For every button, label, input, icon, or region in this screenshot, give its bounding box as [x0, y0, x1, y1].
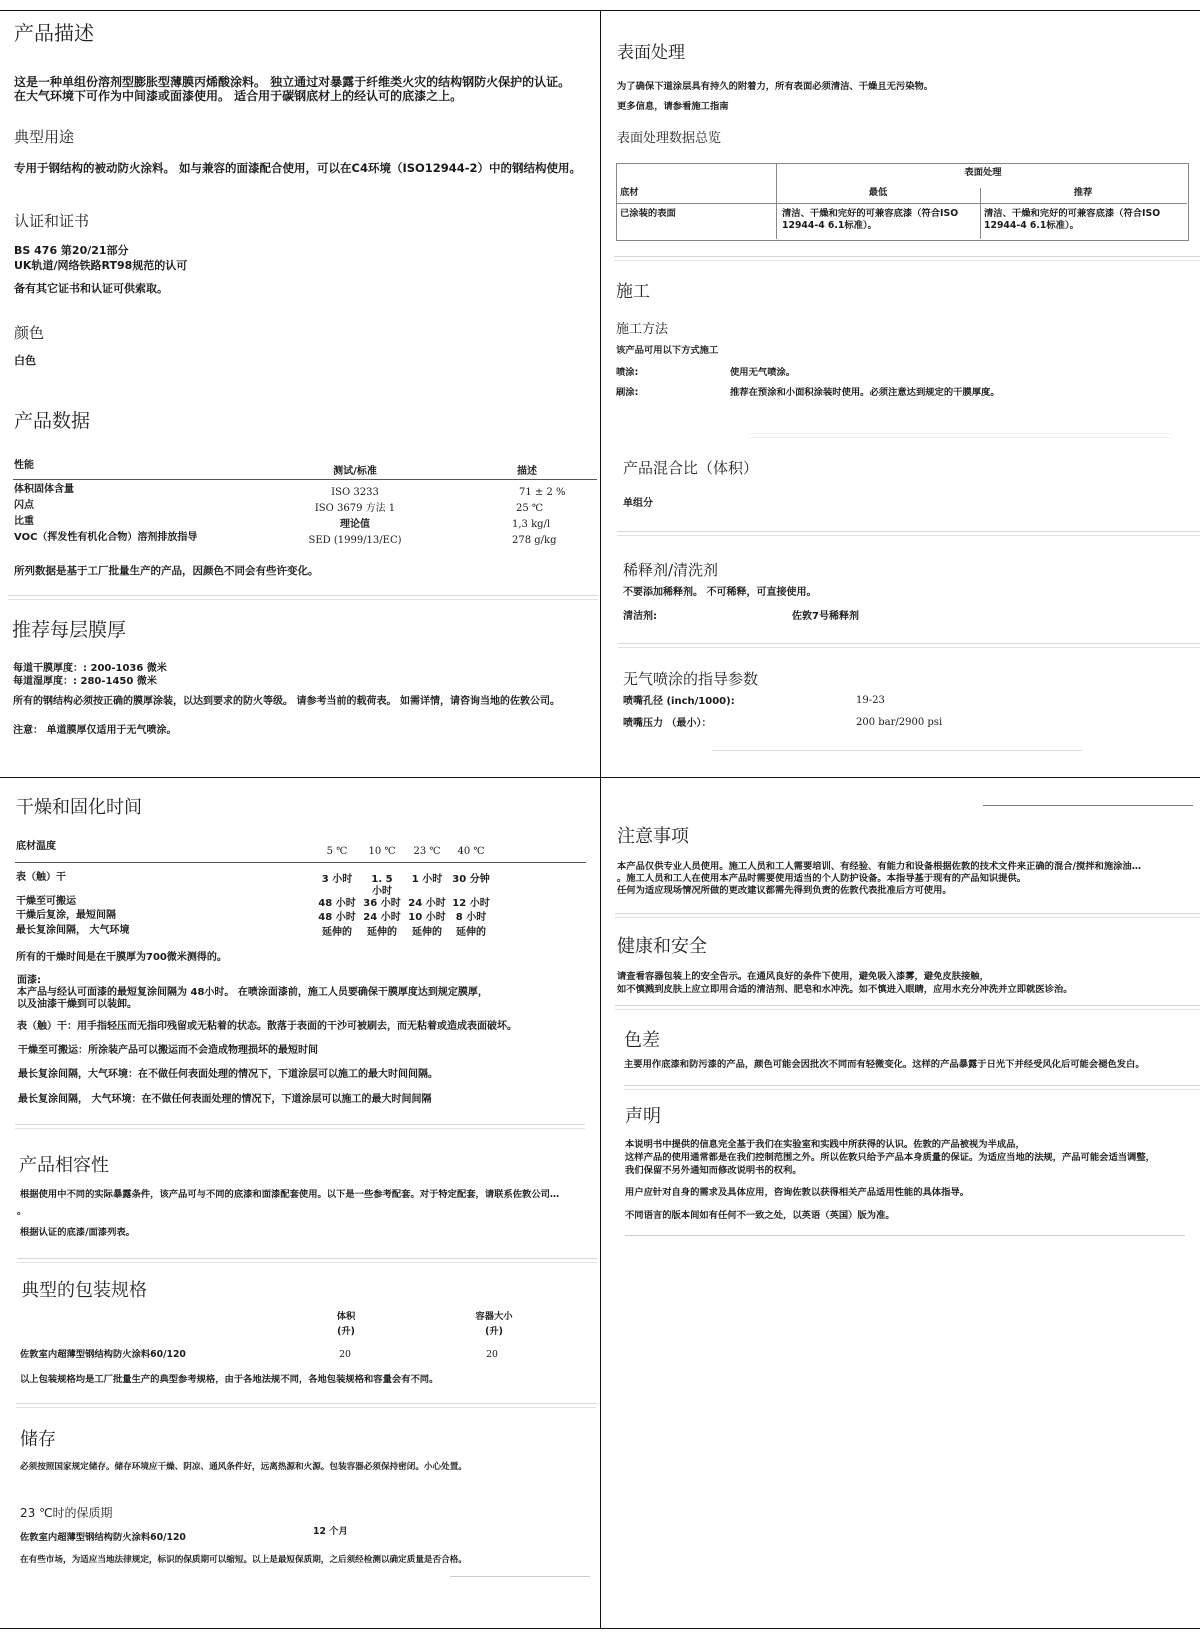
paragraph: 所列数据是基于工厂批量生产的产品，因颜色不同会有些许变化。	[14, 565, 319, 577]
section-title: 无气喷涂的指导参数	[623, 670, 759, 688]
separator	[750, 433, 1170, 438]
table-cell: 30 分钟	[452, 874, 490, 885]
separator	[615, 1005, 1200, 1010]
table-header: 描述	[517, 466, 537, 477]
table-cell: 已涂装的表面	[620, 208, 676, 219]
cleaner-label: 清洁剂:	[623, 611, 657, 622]
paragraph: 如不慎溅到皮肤上应立即用合适的清洁剂、肥皂和水冲洗。如不慎进入眼睛，应用水充分冲洗并立即就医诊治。	[617, 984, 1073, 995]
paragraph: 为了确保下道涂层具有持久的附着力，所有表面必须清洁、干燥且无污染物。	[617, 81, 934, 92]
table-header: (升)	[337, 1326, 355, 1337]
table-cell: 延伸的	[456, 927, 486, 938]
paragraph: 本说明书中提供的信息完全基于我们在实验室和实践中所获得的认识。佐敦的产品被视为半成品，	[625, 1139, 1025, 1150]
table-cell: 清洁、干燥和完好的可兼容底漆（符合ISO	[782, 208, 959, 219]
temp-header: 40 ℃	[457, 846, 485, 857]
section-title: 健康和安全	[617, 936, 707, 957]
subsection-title: 23 ℃时的保质期	[20, 1506, 113, 1520]
subsection-title: 施工方法	[616, 322, 669, 337]
table-cell: 1. 5 小时	[371, 874, 393, 897]
paragraph: 主要用作底漆和防污漆的产品，颜色可能会因批次不同而有轻微变化。这样的产品暴露于日光下并经受风化后可能会褪色发白。	[624, 1059, 1145, 1070]
surface-prep-table	[616, 163, 1189, 241]
row-label: 最长复涂间隔， 大气环境	[16, 925, 130, 936]
method-label: 喷涂:	[616, 367, 639, 378]
paragraph: 以及油漆干燥到可以装卸。	[17, 999, 137, 1010]
table-header: 底材温度	[16, 841, 56, 852]
table-header: 最低	[868, 187, 888, 198]
separator	[15, 1124, 585, 1129]
paragraph: 这是一种单组份溶剂型膨胀型薄膜丙烯酸涂料。 独立通过对暴露于纤维类火灾的结构钢防火保护的认证。	[14, 75, 571, 89]
table-cell: 理论值	[340, 519, 370, 530]
method-value: 推荐在预涂和小面积涂装时使用。必须注意达到规定的干膜厚度。	[730, 387, 1000, 398]
paragraph: 在大气环境下可作为中间漆或面漆使用。 适合用于碳钢底材上的经认可的底漆之上。	[14, 89, 463, 103]
table-cell: 12 小时	[452, 898, 490, 909]
paragraph: 任何为适应现场情况所做的更改建议都需先得到负责的佐敦代表批准后方可使用。	[617, 885, 952, 896]
table-cell: 278 g/kg	[512, 535, 557, 546]
paragraph: 根据认证的底漆/面漆列表。	[20, 1227, 135, 1238]
definition: 最长复涂间隔，大气环境：在不做任何表面处理的情况下，下道涂层可以施工的最大时间间隔。	[18, 1069, 438, 1080]
table-header: 性能	[14, 460, 34, 471]
temp-header: 5 ℃	[326, 846, 348, 857]
paragraph: 。施工人员和工人在使用本产品时需要使用适当的个人防护设备。本指导基于现有的产品知识提供。	[617, 873, 1027, 884]
method-label: 刷涂:	[616, 387, 639, 398]
separator	[712, 750, 1082, 751]
table-cell: 48 小时	[318, 912, 356, 923]
temp-header: 23 ℃	[413, 846, 441, 857]
table-rule	[13, 479, 597, 480]
temp-header: 10 ℃	[368, 846, 396, 857]
table-cell: 体积固体含量	[14, 484, 74, 495]
paragraph: 备有其它证书和认证可供索取。	[14, 282, 168, 295]
separator	[624, 1085, 1200, 1090]
param-label: 喷嘴压力 （最小）：	[623, 718, 712, 729]
section-title: 认证和证书	[14, 212, 90, 230]
separator	[450, 1576, 590, 1577]
table-cell: 1 小时	[411, 874, 443, 885]
separator	[618, 643, 1200, 648]
table-cell: 10 小时	[408, 912, 446, 923]
param-value: 200 bar/2900 psi	[856, 717, 943, 728]
paragraph: 我们保留不另外通知而修改说明书的权利。	[625, 1165, 802, 1176]
table-cell: ISO 3679 方法 1	[314, 503, 396, 514]
definition: 干燥至可搬运：所涂装产品可以搬运而不会造成物理损坏的最短时间	[18, 1045, 318, 1056]
note: 注意： 单道膜厚仅适用于无气喷涂。	[13, 725, 177, 736]
definition: 表（触）干：用手指轻压而无指印残留或无粘着的状态。散落于表面的干沙可被刷去，而无粘着或造成表面破坏。	[17, 1021, 517, 1032]
table-cell: 20	[486, 1349, 498, 1360]
paragraph: 该产品可用以下方式施工	[616, 345, 719, 356]
paragraph: 面漆:	[17, 975, 41, 986]
table-header: 体积	[336, 1311, 356, 1322]
table-cell: 比重	[14, 516, 34, 527]
table-cell: 8 小时	[455, 912, 487, 923]
method-value: 使用无气喷涂。	[730, 367, 796, 378]
table-header: 容器大小	[475, 1311, 513, 1322]
table-cell: 延伸的	[367, 927, 397, 938]
table-cell: 12944-4 6.1标准）。	[782, 220, 877, 231]
section-title: 储存	[20, 1429, 56, 1450]
mixing-value: 单组分	[623, 498, 653, 509]
cleaner-value: 佐敦7号稀释剂	[792, 611, 859, 622]
separator	[625, 1235, 1185, 1236]
paragraph: 所有的干燥时间是在干膜厚为700微米测得的。	[16, 952, 227, 963]
section-title: 产品描述	[14, 21, 94, 45]
section-title: 产品相容性	[19, 1155, 109, 1176]
table-cell: 48 小时	[318, 898, 356, 909]
section-title: 干燥和固化时间	[16, 797, 142, 818]
table-divider	[980, 188, 981, 239]
table-cell: 24 小时	[363, 912, 401, 923]
section-title: 色差	[624, 1030, 660, 1051]
table-cell: 延伸的	[322, 927, 352, 938]
definition: 最长复涂间隔， 大气环境：在不做任何表面处理的情况下，下道涂层可以施工的最大时间间隔	[18, 1094, 432, 1105]
table-cell: 闪点	[14, 500, 34, 511]
paragraph: 专用于钢结构的被动防火涂料。 如与兼容的面漆配合使用，可以在C4环境（ISO12944-2）中的钢结构使用。	[14, 161, 582, 175]
row-label: 表（触）干	[16, 872, 66, 883]
table-cell: 36 小时	[363, 898, 401, 909]
separator	[617, 531, 1200, 536]
column-divider	[600, 10, 601, 1629]
table-header: 表面处理	[964, 167, 1002, 178]
section-title: 颜色	[14, 324, 45, 342]
table-rule	[15, 862, 586, 863]
paragraph: 在有些市场，为适应当地法律规定，标识的保质期可以缩短。以上是最短保质期，之后须经检测以确定质量是否合格。	[20, 1555, 467, 1565]
section-title: 施工	[616, 282, 650, 302]
paragraph: 请查看容器包装上的安全告示。在通风良好的条件下使用，避免吸入漆雾，避免皮肤接触，	[617, 971, 989, 982]
separator	[614, 256, 1200, 261]
separator	[16, 1403, 596, 1408]
subsection-title: 表面处理数据总览	[617, 131, 722, 146]
separator	[615, 913, 1200, 918]
section-title: 典型用途	[14, 128, 75, 146]
table-header: 推荐	[1073, 187, 1093, 198]
table-cell: 20	[339, 1349, 351, 1360]
approval-line: BS 476 第20/21部分	[14, 244, 129, 257]
table-cell: 清洁、干燥和完好的可兼容底漆（符合ISO	[984, 208, 1161, 219]
table-cell: SED (1999/13/EC)	[308, 535, 402, 546]
paragraph: 以上包装规格均是工厂批量生产的典型参考规格，由于各地法规不同，各地包装规格和容量会有不同。	[20, 1374, 439, 1385]
shelf-life-value: 12 个月	[313, 1526, 348, 1537]
table-cell: 25 ℃	[516, 503, 544, 514]
separator	[983, 805, 1193, 806]
thickness-line: 每道干膜厚度：: 200-1036 微米	[13, 663, 167, 674]
paragraph: 本产品与经认可面漆的最短复涂间隔为 48小时。 在喷涂面漆前，施工人员要确保干膜厚度达到规定膜厚，	[17, 987, 488, 998]
table-divider	[776, 163, 777, 239]
table-header: 底材	[620, 187, 639, 198]
table-header: (升)	[485, 1326, 503, 1337]
product-name: 佐敦室内超薄型钢结构防火涂料60/120	[20, 1532, 186, 1543]
table-header: 测试/标准	[333, 466, 377, 477]
paragraph: 用户应针对自身的需求及具体应用，咨询佐敦以获得相关产品适用性能的具体指导。	[625, 1187, 969, 1198]
thickness-line: 每道湿厚度：: 280-1450 微米	[13, 676, 157, 687]
section-title: 产品混合比（体积）	[623, 459, 759, 477]
param-label: 喷嘴孔径 (inch/1000):	[623, 696, 735, 707]
paragraph: 根据使用中不同的实际暴露条件，该产品可与不同的底漆和面漆配套使用。以下是一些参考配套。对于特定配套，请联系佐敦公司…	[20, 1189, 560, 1200]
table-cell: VOC（挥发性有机化合物）溶剂排放指导	[14, 532, 198, 543]
row-label: 干燥至可搬运	[16, 896, 76, 907]
paragraph: 本产品仅供专业人员使用。施工人员和工人需要培训、有经验、有能力和设备根据佐敦的技术文件来正确的混合/搅拌和施涂油…	[617, 861, 1142, 872]
table-cell: 71 ± 2 %	[519, 487, 566, 498]
separator	[17, 1258, 597, 1263]
section-title: 稀释剂/清洗剂	[623, 561, 719, 579]
section-title: 典型的包装规格	[21, 1280, 147, 1301]
section-title: 推荐每层膜厚	[12, 619, 127, 641]
table-cell: ISO 3233	[331, 487, 379, 498]
paragraph: 。	[17, 1206, 27, 1217]
table-cell: 24 小时	[408, 898, 446, 909]
approval-line: UK轨道/网络铁路RT98规范的认可	[14, 259, 188, 272]
section-title: 注意事项	[617, 826, 689, 847]
row-label: 干燥后复涂，最短间隔	[16, 910, 116, 921]
table-cell: 3 小时	[321, 874, 353, 885]
paragraph: 必须按照国家规定储存。储存环境应干燥、阴凉、通风条件好，远离热源和火源。包装容器必须保持密闭。小心处置。	[20, 1462, 467, 1472]
paragraph: 更多信息，请参看施工指南	[617, 101, 729, 112]
table-cell: 延伸的	[412, 927, 442, 938]
section-title: 声明	[625, 1106, 661, 1127]
section-title: 表面处理	[617, 43, 685, 63]
product-name: 佐敦室内超薄型钢结构防火涂料60/120	[20, 1349, 186, 1360]
table-divider	[616, 203, 1187, 204]
paragraph: 这样产品的使用通常都是在我们控制范围之外。所以佐敦只给予产品本身质量的保证。为适应当地的法规，产品可能会适当调整，	[625, 1152, 1155, 1163]
param-value: 19-23	[856, 695, 885, 706]
section-title: 产品数据	[14, 410, 91, 432]
table-cell: 1,3 kg/l	[512, 519, 551, 530]
paragraph: 所有的钢结构必须按正确的膜厚涂装，以达到要求的防火等级。 请参考当前的载荷表。 如需详情，请咨询当地的佐敦公司。	[13, 696, 560, 707]
separator	[8, 595, 598, 600]
paragraph: 不同语言的版本间如有任何不一致之处，以英语（英国）版为准。	[625, 1210, 895, 1221]
paragraph: 不要添加稀释剂。 不可稀释，可直接使用。	[623, 587, 817, 598]
table-cell: 12944-4 6.1标准）。	[984, 220, 1079, 231]
colour-value: 白色	[14, 354, 36, 367]
